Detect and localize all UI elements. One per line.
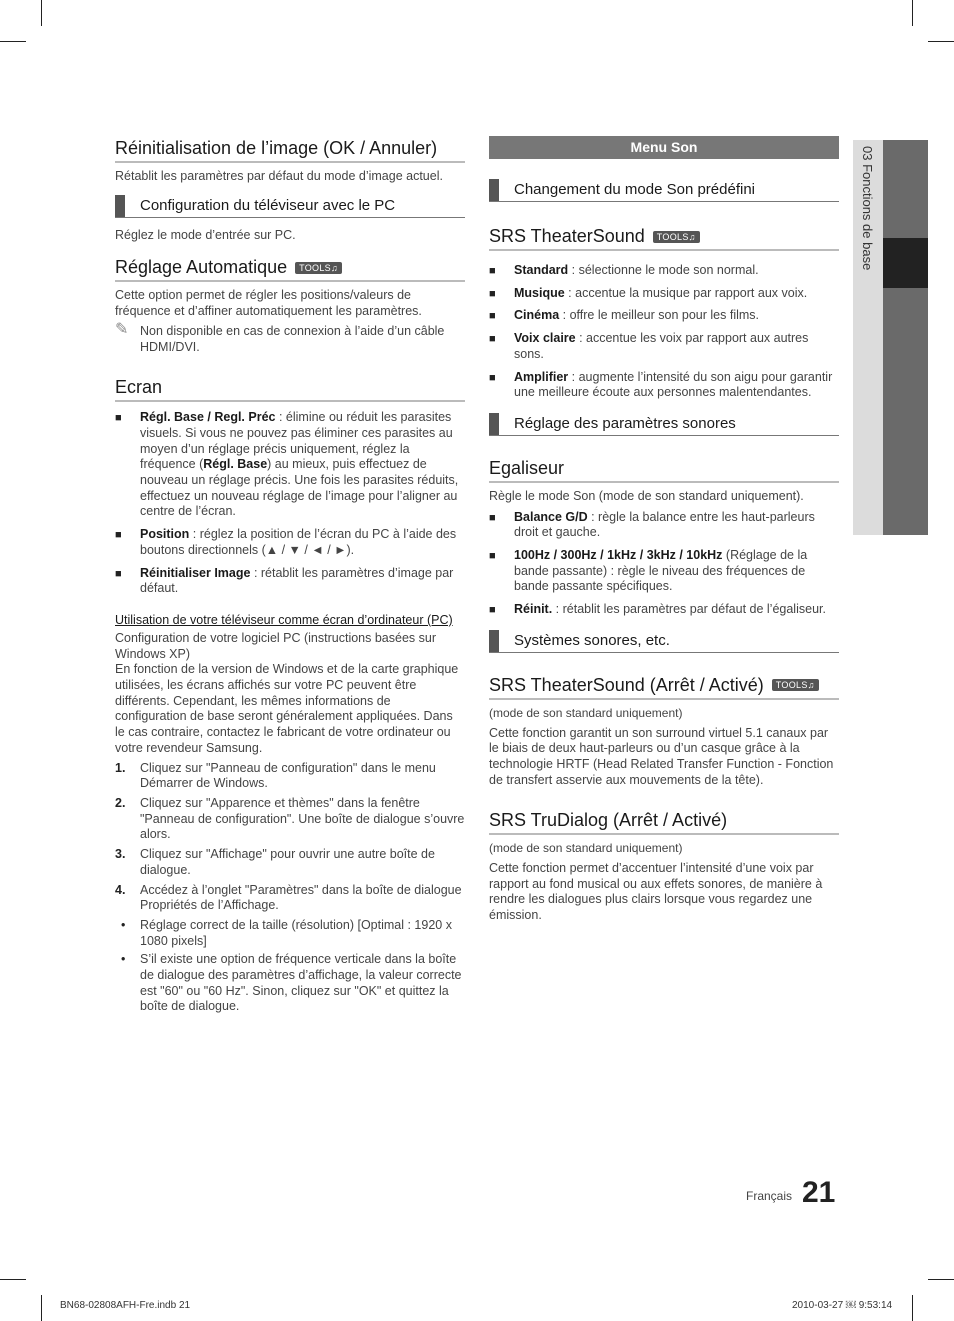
list-item: ■ 100Hz / 300Hz / 1kHz / 3kHz / 10kHz (Réglage de la bande passante) : règle le niveau des fréquences de bande passante spécifiques. xyxy=(489,548,808,594)
side-tab-dark xyxy=(883,140,928,535)
square-bullet-icon: ■ xyxy=(115,529,122,542)
list-item: ■ Cinéma : offre le meilleur son pour les films. xyxy=(489,308,839,324)
section-title-reset-image: Réinitialisation de l’image (OK / Annuler) xyxy=(115,138,465,163)
footer-language: Français xyxy=(746,1189,793,1203)
section-text: Cette fonction permet d’accentuer l’intensité d’une voix par rapport au fond musical ou aux effets sonores, de manière à rendre les dialogues plus clairs lorsque vous regardez une émission. xyxy=(489,861,823,923)
section-title-auto-adjust: Réglage Automatique TOOLS♫ xyxy=(115,257,465,282)
list-item: ■ Réinit. : rétablit les paramètres par défaut de l’égaliseur. xyxy=(489,602,839,618)
chapter-side-tab xyxy=(853,140,928,535)
crop-mark xyxy=(0,1279,26,1280)
list-item: ■ Amplifier : augmente l’intensité du son aigu pour garantir une meilleure écoute aux personnes malentendantes. xyxy=(489,369,833,400)
section-title-srs-theatersound-onoff: SRS TheaterSound (Arrêt / Activé) TOOLS♫ xyxy=(489,675,839,700)
menu-banner: Menu Son xyxy=(489,136,839,159)
section-text: Réglez le mode d’entrée sur PC. xyxy=(115,227,296,242)
crop-mark xyxy=(0,41,26,42)
section-text: En fonction de la version de Windows et de la carte graphique utilisées, les écrans affichés sur votre PC peuvent être différents. Cependant, les mêmes informations de configuration de base seront généralement appliquées. Dans le cas contraire, contactez le fabricant de votre ordinateur ou votre revendeur Samsung. xyxy=(115,662,459,755)
side-tab-marker xyxy=(883,238,928,288)
bullet-icon: • xyxy=(121,917,126,932)
print-info-right: 2010-03-27 ￼ 9:53:14 xyxy=(792,1300,893,1311)
tools-icon: TOOLS♫ xyxy=(772,679,819,691)
print-info-left: BN68-02808AFH-Fre.indb 21 xyxy=(60,1300,191,1311)
right-column xyxy=(489,136,839,924)
sound-mode-list xyxy=(489,263,839,401)
equalizer-list xyxy=(489,510,839,618)
left-column xyxy=(115,138,465,1018)
list-item: ■ Musique : accentue la musique par rapport aux voix. xyxy=(489,286,839,302)
chapter-label: 03 Fonctions de base xyxy=(860,146,875,271)
square-bullet-icon: ■ xyxy=(489,550,496,563)
list-item: • S’il existe une option de fréquence verticale dans la boîte de dialogue des paramètres d’affichage, la valeur correcte est "60" ou "60 Hz". Sinon, cliquez sur "OK" et quittez la boîte de dialogue. xyxy=(121,952,462,1014)
section-text: Règle le mode Son (mode de son standard uniquement). xyxy=(489,488,804,503)
heading-bar xyxy=(489,413,499,435)
section-text: Configuration de votre logiciel PC (instructions basées sur Windows XP) xyxy=(115,630,436,661)
section-text: Rétablit les paramètres par défaut du mode d’image actuel. xyxy=(115,169,443,183)
list-item: ■ Standard : sélectionne le mode son normal. xyxy=(489,263,839,279)
subtitle-pc-usage: Utilisation de votre téléviseur comme écran d’ordinateur (PC) xyxy=(115,612,453,627)
section-title-screen: Ecran xyxy=(115,377,465,402)
section-note: (mode de son standard uniquement) xyxy=(489,841,683,856)
heading-bar xyxy=(489,630,499,652)
list-item: ■ Balance G/D : règle la balance entre les haut-parleurs droit et gauche. xyxy=(489,509,815,540)
square-bullet-icon: ■ xyxy=(489,604,496,617)
subsection-title-sound-systems: Systèmes sonores, etc. xyxy=(489,630,839,653)
crop-mark xyxy=(928,41,954,42)
section-title-srs-trudialog: SRS TruDialog (Arrêt / Activé) xyxy=(489,810,839,835)
tools-icon: TOOLS♫ xyxy=(295,262,342,274)
tools-icon: TOOLS♫ xyxy=(653,231,700,243)
screen-options-list xyxy=(115,410,465,597)
square-bullet-icon: ■ xyxy=(489,511,496,524)
list-item: 2. Cliquez sur "Apparence et thèmes" dans la fenêtre "Panneau de configuration". Une boîte de dialogue s’ouvre alors. xyxy=(115,795,465,842)
section-note: (mode de son standard uniquement) xyxy=(489,705,683,720)
list-item: 4. Accédez à l’onglet "Paramètres" dans la boîte de dialogue Propriétés de l’Affichage. xyxy=(115,882,462,913)
square-bullet-icon: ■ xyxy=(115,412,122,425)
note-pencil-icon: ✎ xyxy=(115,320,129,338)
section-title-srs-theatersound: SRS TheaterSound TOOLS♫ xyxy=(489,226,839,251)
square-bullet-icon: ■ xyxy=(489,371,496,384)
note: ✎ Non disponible en cas de connexion à l’aide d’un câble HDMI/DVI. xyxy=(115,320,445,354)
heading-bar xyxy=(489,179,499,201)
subsection-title-sound-settings: Réglage des paramètres sonores xyxy=(489,413,839,436)
subsection-title-pc-config: Configuration du téléviseur avec le PC xyxy=(115,195,465,218)
crop-mark xyxy=(41,1295,42,1321)
list-item: ■ Régl. Base / Regl. Préc : élimine ou réduit les parasites visuels. Si vous ne pouvez pas éliminer ces parasites au moyen d’un réglage précis uniquement, réglez la fréquence (Régl. Base) au mieux, puis effectuez de nouveau un réglage précis. Une fois les parasites réduits, effectuez un nouveau réglage de l’image pour l’aligner au centre de l’écran. xyxy=(115,410,459,519)
list-item: ■ Position : réglez la position de l’écran du PC à l’aide des boutons directionnels (▲ / ▼ / ◄ / ►). xyxy=(115,527,457,557)
section-text: Cette fonction garantit un son surround virtuel 5.1 canaux par le biais de deux haut-parleurs ou d’un casque grâce à la technologie HRTF (Head Related Transfer Function - Fonction de transfert asservie aux mouvements de la tête). xyxy=(489,725,834,787)
square-bullet-icon: ■ xyxy=(489,287,496,300)
square-bullet-icon: ■ xyxy=(489,333,496,346)
list-item: ■ Réinitialiser Image : rétablit les paramètres d’image par défaut. xyxy=(115,565,454,596)
subsection-title-sound-mode: Changement du mode Son prédéfini xyxy=(489,179,839,202)
list-item: • Réglage correct de la taille (résolution) [Optimal : 1920 x 1080 pixels] xyxy=(121,917,452,948)
section-title-equalizer: Egaliseur xyxy=(489,458,839,483)
steps-list xyxy=(115,761,465,914)
notes-list xyxy=(115,918,465,1015)
square-bullet-icon: ■ xyxy=(489,265,496,277)
section-text: Cette option permet de régler les positions/valeurs de fréquence et d’affiner automatiquement les paramètres. xyxy=(115,288,422,319)
bullet-icon: • xyxy=(121,952,126,967)
square-bullet-icon: ■ xyxy=(115,567,122,580)
crop-mark xyxy=(912,0,913,26)
list-item: 1. Cliquez sur "Panneau de configuration" dans le menu Démarrer de Windows. xyxy=(115,760,436,791)
crop-mark xyxy=(912,1295,913,1321)
crop-mark xyxy=(41,0,42,26)
square-bullet-icon: ■ xyxy=(489,310,496,323)
list-item: 3. Cliquez sur "Affichage" pour ouvrir une autre boîte de dialogue. xyxy=(115,847,435,877)
list-item: ■ Voix claire : accentue les voix par rapport aux autres sons. xyxy=(489,331,809,361)
crop-mark xyxy=(928,1279,954,1280)
heading-bar xyxy=(115,195,125,217)
page-number: 21 xyxy=(802,1176,836,1209)
